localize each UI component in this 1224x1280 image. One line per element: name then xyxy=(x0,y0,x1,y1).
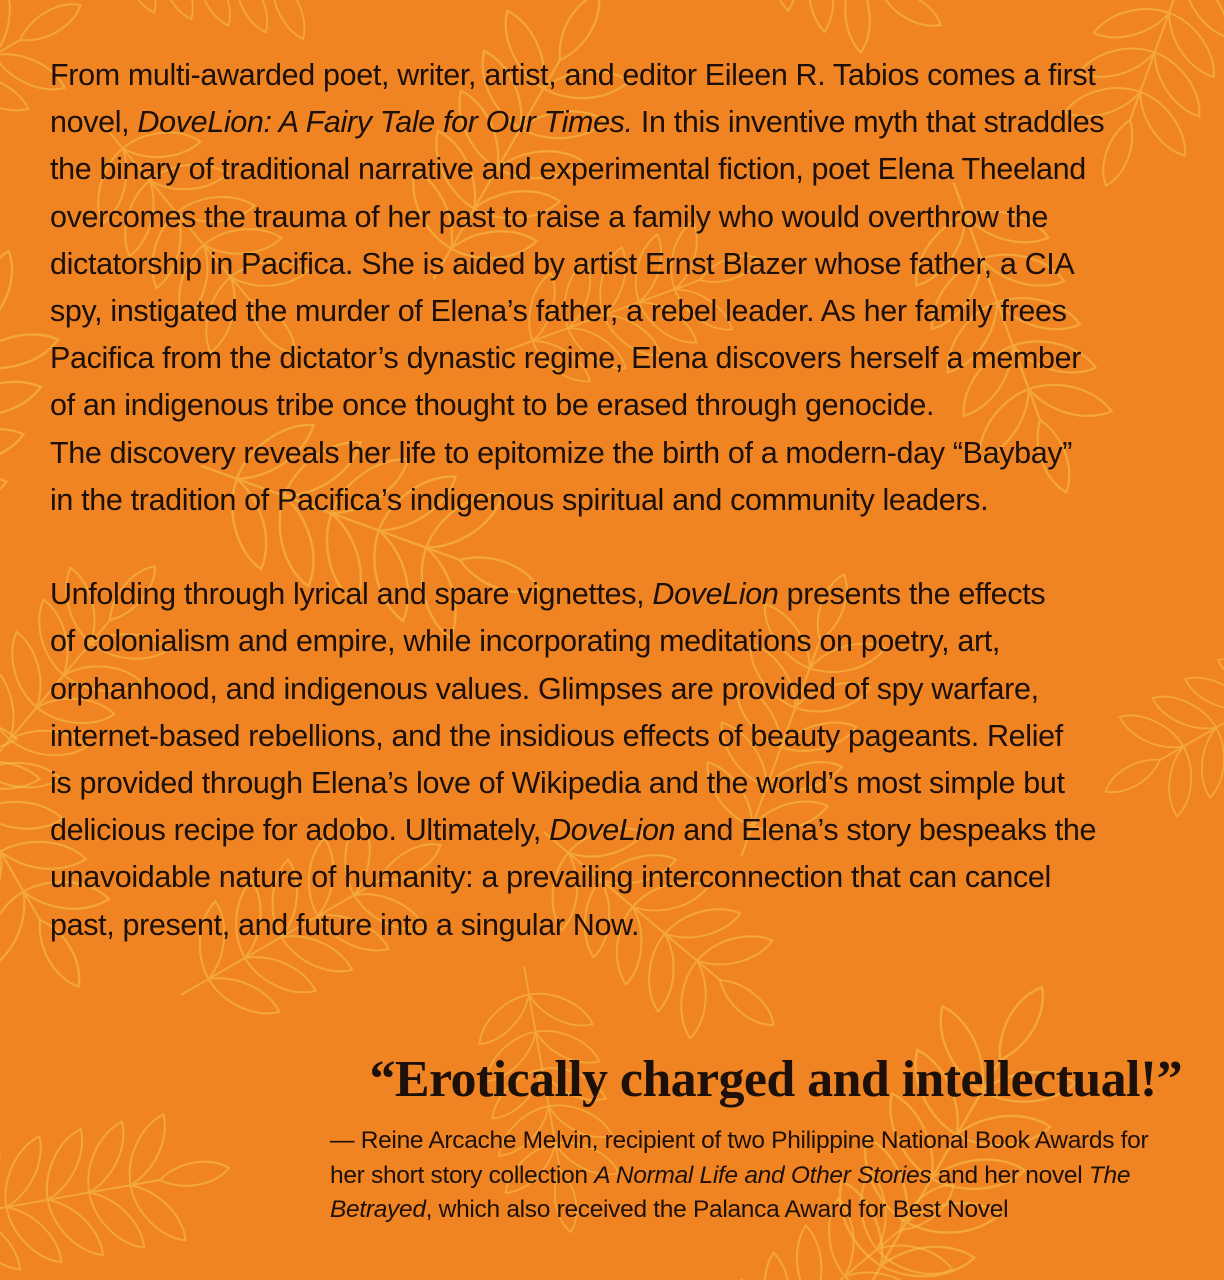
pull-quote: “Erotically charged and intellectual!” xyxy=(369,1051,1182,1108)
attribution-line: her short story collection A Normal Life and Other Stories and her novel The xyxy=(330,1161,1131,1189)
description-line: of an indigenous tribe once thought to be erased through genocide. xyxy=(50,388,935,423)
description-line: The discovery reveals her life to epitomize the birth of a modern-day “Baybay” xyxy=(50,435,1073,470)
description-paragraph-1 xyxy=(50,52,1190,524)
book-title: The xyxy=(1088,1161,1131,1189)
description-line: delicious recipe for adobo. Ultimately, DoveLion and Elena’s story bespeaks the xyxy=(50,813,1097,848)
description-line: Pacifica from the dictator’s dynastic regime, Elena discovers herself a member xyxy=(50,341,1082,376)
description-line: past, present, and future into a singular Now. xyxy=(50,907,640,942)
description-line: Unfolding through lyrical and spare vignettes, DoveLion presents the effects xyxy=(50,577,1046,612)
description-line: novel, DoveLion: A Fairy Tale for Our Times. In this inventive myth that straddles xyxy=(50,105,1105,140)
leaf-sprig xyxy=(788,945,1115,1280)
leaf-sprig xyxy=(85,0,373,54)
book-description xyxy=(50,52,1190,949)
description-line: the binary of traditional narrative and experimental fiction, poet Elena Theeland xyxy=(50,152,1086,187)
book-title: DoveLion xyxy=(652,577,779,612)
paragraph-gap xyxy=(50,524,1190,571)
description-line: dictatorship in Pacifica. She is aided by artist Ernst Blazer whose father, a CIA xyxy=(50,246,1075,281)
description-paragraph-2 xyxy=(50,571,1190,949)
book-title: DoveLion xyxy=(549,813,676,848)
description-line: From multi-awarded poet, writer, artist, and editor Eileen R. Tabios comes a first xyxy=(50,58,1096,92)
book-title: Betrayed xyxy=(330,1196,426,1223)
book-title: DoveLion: A Fairy Tale for Our Times. xyxy=(137,105,633,140)
description-line: of colonialism and empire, while incorporating meditations on poetry, art, xyxy=(50,624,1001,659)
description-line: is provided through Elena’s love of Wikipedia and the world’s most simple but xyxy=(50,766,1065,801)
description-line: in the tradition of Pacifica’s indigenous spiritual and community leaders. xyxy=(50,482,989,517)
attribution-line: Betrayed, which also received the Palanca Award for Best Novel xyxy=(330,1196,1009,1223)
quote-attribution xyxy=(330,1124,1190,1228)
attribution-line: — Reine Arcache Melvin, recipient of two Philippine National Book Awards for xyxy=(330,1127,1149,1154)
description-line: unavoidable nature of humanity: a prevailing interconnection that can cancel xyxy=(50,860,1051,895)
leaf-sprig xyxy=(0,1098,241,1280)
description-line: spy, instigated the murder of Elena’s father, a rebel leader. As her family frees xyxy=(50,294,1067,329)
description-line: orphanhood, and indigenous values. Glimpses are provided of spy warfare, xyxy=(50,671,1039,706)
description-line: internet-based rebellions, and the insidious effects of beauty pageants. Relief xyxy=(50,718,1063,753)
book-title: A Normal Life and Other Stories xyxy=(594,1161,932,1189)
description-line: overcomes the trauma of her past to raise a family who would overthrow the xyxy=(50,199,1049,234)
